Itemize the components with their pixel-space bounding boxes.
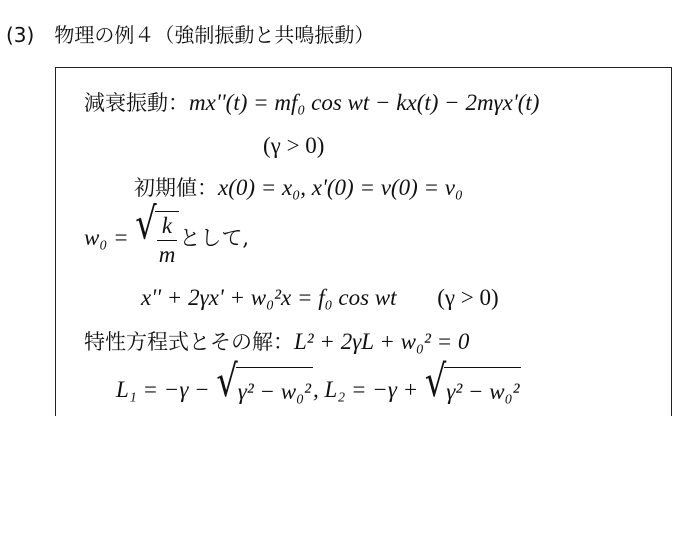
gamma-condition-2: (γ > 0): [437, 285, 499, 310]
gamma-condition-1: (γ > 0): [263, 133, 325, 158]
forced-oscillation-equation-line: [141, 283, 499, 313]
w0-sqrt: [135, 197, 179, 269]
forced-oscillation-equation: x'' + 2γx' + w₀²x = f₀ cos wt: [141, 285, 397, 310]
radical-sign: √: [216, 355, 238, 407]
root-l2-radicand: γ² − w₀²: [444, 367, 521, 416]
section-number: (3): [6, 23, 35, 47]
damped-oscillation-line: [84, 88, 539, 118]
fraction-numerator: k: [157, 212, 178, 241]
w0-lhs: w₀ =: [84, 225, 129, 250]
section-title: 物理の例４（強制振動と共鳴振動）: [54, 23, 375, 47]
root-l1-radicand: γ² − w₀²: [236, 367, 313, 416]
fraction-denominator: m: [158, 241, 176, 267]
w0-definition-line: [84, 197, 250, 269]
k-over-m-fraction: [155, 211, 180, 269]
root-l1-lhs: L₁ = −γ −: [116, 377, 210, 402]
w0-suffix: として,: [179, 226, 250, 250]
root-l1-sqrt: [216, 355, 313, 416]
characteristic-equation-line: [84, 327, 469, 357]
characteristic-equation-label: 特性方程式とその解：: [84, 330, 294, 354]
section-heading: [6, 20, 374, 50]
initial-value-line: [134, 173, 463, 203]
damped-oscillation-equation: mx''(t) = mf₀ cos wt − kx(t) − 2mγx'(t): [189, 90, 540, 115]
root-l2-lhs: , L₂ = −γ +: [312, 377, 419, 402]
damped-oscillation-label: 減衰振動：: [84, 91, 189, 115]
root-l2-sqrt: [424, 355, 522, 416]
radical-sign: √: [135, 197, 157, 249]
initial-value-label: 初期値：: [134, 176, 218, 200]
equation-box: [55, 67, 672, 416]
initial-value-equation: x(0) = x₀, x'(0) = v(0) = v₀: [218, 175, 463, 200]
characteristic-equation: L² + 2γL + w₀² = 0: [294, 329, 470, 354]
radical-sign: √: [424, 355, 447, 407]
roots-line: [116, 355, 521, 416]
